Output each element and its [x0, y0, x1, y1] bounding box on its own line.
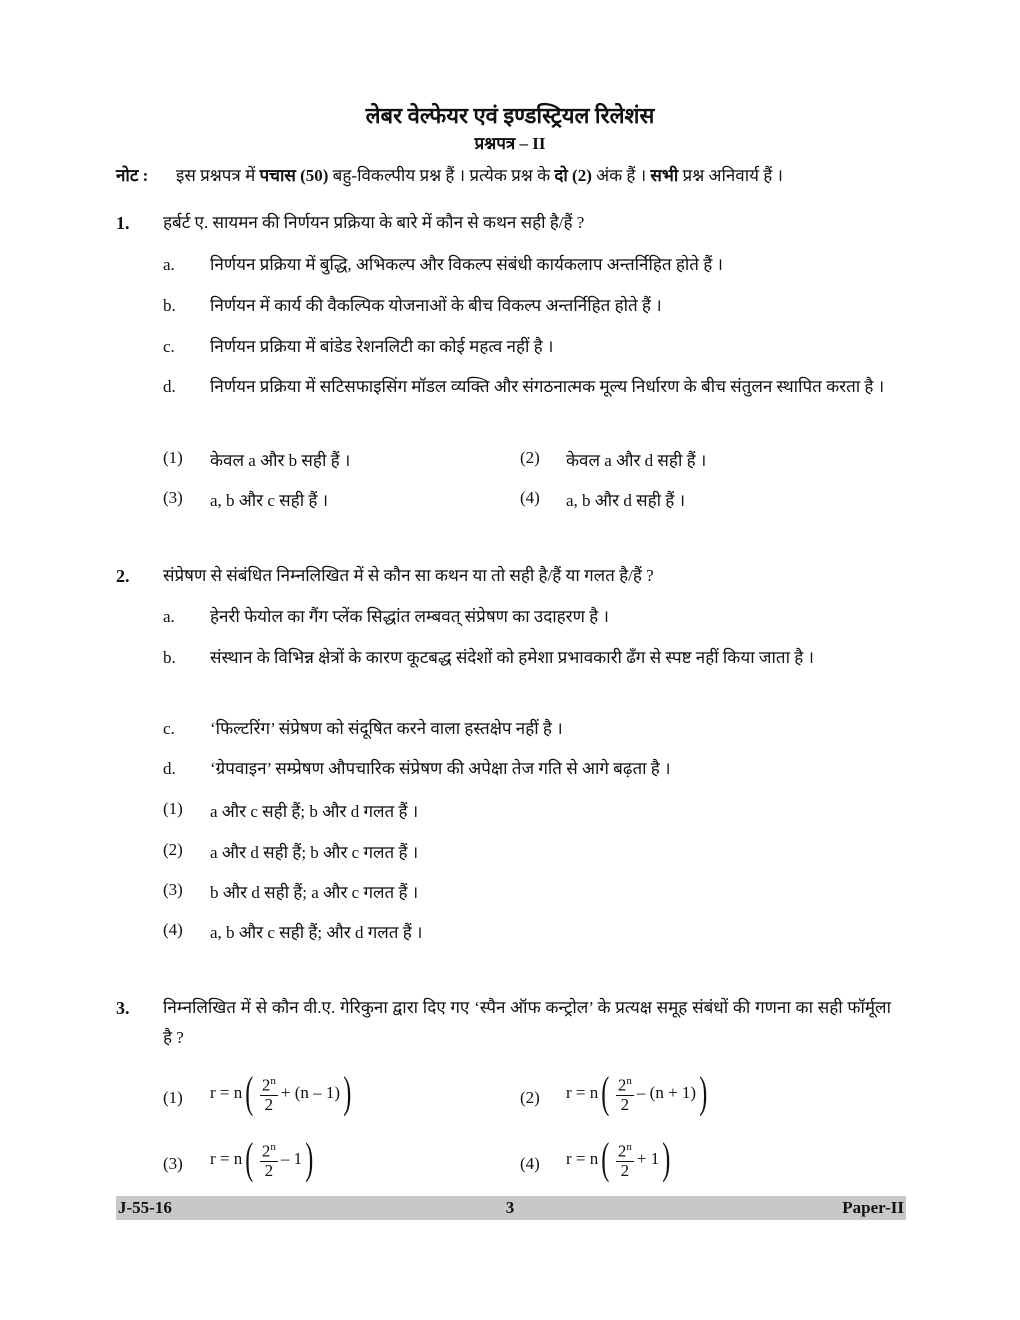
question-1-option[interactable]: a, b और c सही हैं । — [210, 491, 329, 510]
footer-page-number: 3 — [505, 1198, 515, 1217]
formula-fraction — [616, 1138, 634, 1180]
fraction-numerator — [616, 1072, 634, 1096]
formula-fraction — [616, 1072, 634, 1114]
question-3-option-formula[interactable] — [210, 1067, 355, 1117]
formula-prefix: r = n — [566, 1148, 599, 1168]
question-2-option[interactable]: a, b और c सही हैं; और d गलत हैं । — [210, 923, 423, 942]
note-text-part: प्रश्न अनिवार्य हैं । — [678, 166, 783, 185]
question-2-statement: हेनरी फेयोल का गैंग प्लेंक सिद्धांत लम्बवत् संप्रेषण का उदाहरण है । — [210, 607, 609, 626]
note-bold-marks: दो (2) — [554, 166, 592, 185]
question-2-statement: ‘फिल्टरिंग’ संप्रेषण को संदूषित करने वाला हस्तक्षेप नहीं है । — [210, 719, 563, 738]
left-paren: ( — [245, 1067, 254, 1117]
question-3-option-formula[interactable] — [210, 1133, 317, 1183]
note-text-part: इस प्रश्नपत्र में — [176, 166, 260, 185]
question-1-option-label: (4) — [520, 488, 540, 507]
question-2-statement-label: d. — [163, 759, 176, 778]
left-paren: ( — [245, 1133, 254, 1183]
question-1-statement-label: b. — [163, 296, 176, 315]
formula-prefix: r = n — [210, 1082, 243, 1102]
question-1-statement: निर्णयन प्रक्रिया में सटिसफाइसिंग मॉडल व्यक्ति और संगठनात्मक मूल्य निर्धारण के बीच संतुलन स्थापित करता है । — [210, 377, 885, 396]
formula-suffix: + 1 — [636, 1148, 660, 1168]
formula-suffix: + (n – 1) — [280, 1082, 341, 1102]
note-text-part: बहु-विकल्पीय प्रश्न हैं । प्रत्येक प्रश्न के — [328, 166, 555, 185]
formula-prefix: r = n — [210, 1148, 243, 1168]
footer-code: J-55-16 — [118, 1198, 172, 1217]
question-1-number: 1. — [116, 213, 130, 233]
fraction-denominator: 2 — [264, 1160, 274, 1180]
numerator-exponent: n — [270, 1141, 276, 1153]
right-paren: ) — [343, 1067, 352, 1117]
question-1-statement: निर्णयन में कार्य की वैकल्पिक योजनाओं के बीच विकल्प अन्तर्निहित होते हैं । — [210, 296, 662, 315]
numerator-exponent: n — [626, 1141, 632, 1153]
right-paren: ) — [305, 1133, 314, 1183]
formula-fraction — [260, 1072, 278, 1114]
question-3-option-label: (4) — [520, 1154, 540, 1173]
numerator-base: 2 — [261, 1075, 271, 1095]
fraction-numerator — [260, 1138, 278, 1162]
question-3-option-formula[interactable] — [566, 1133, 674, 1183]
numerator-base: 2 — [261, 1141, 271, 1161]
question-1-option-label: (3) — [163, 488, 183, 507]
numerator-exponent: n — [626, 1075, 632, 1087]
footer-paper: Paper-II — [842, 1198, 904, 1217]
numerator-base: 2 — [617, 1141, 627, 1161]
question-3-number: 3. — [116, 998, 130, 1018]
question-3-option-formula[interactable] — [566, 1067, 711, 1117]
question-2-statement-label: b. — [163, 648, 176, 667]
note-bold-count: पचास (50) — [259, 166, 329, 185]
left-paren: ( — [601, 1133, 610, 1183]
question-3-option-label: (2) — [520, 1088, 540, 1107]
question-1-option-label: (2) — [520, 448, 540, 467]
question-2-option[interactable]: a और c सही हैं; b और d गलत हैं । — [210, 802, 419, 821]
question-1-statement-label: a. — [163, 255, 175, 274]
note-text — [176, 163, 783, 186]
question-2-text: संप्रेषण से संबंधित निम्नलिखित में से कौन सा कथन या तो सही है/हैं या गलत है/हैं ? — [163, 566, 654, 585]
fraction-denominator: 2 — [264, 1094, 274, 1114]
numerator-base: 2 — [617, 1075, 627, 1095]
formula-fraction — [260, 1138, 278, 1180]
right-paren: ) — [662, 1133, 671, 1183]
question-2-option-label: (3) — [163, 880, 183, 899]
paper-subtitle: प्रश्नपत्र – II — [474, 134, 546, 153]
question-1-statement-label: d. — [163, 377, 176, 396]
fraction-numerator — [260, 1072, 278, 1096]
note-bold-all: सभी — [650, 166, 679, 185]
question-2-statement: संस्थान के विभिन्न क्षेत्रों के कारण कूटबद्ध संदेशों को हमेशा प्रभावकारी ढँग से स्पष्ट नहीं किया जाता है । — [210, 648, 814, 667]
question-1-option[interactable]: केवल a और d सही हैं । — [566, 451, 707, 470]
left-paren: ( — [601, 1067, 610, 1117]
formula-suffix: – (n + 1) — [636, 1082, 697, 1102]
question-1-option[interactable]: केवल a और b सही हैं । — [210, 451, 351, 470]
right-paren: ) — [699, 1067, 708, 1117]
note-label: नोट : — [116, 166, 149, 185]
note-text-part: अंक हैं । — [591, 166, 651, 185]
document-title: लेबर वेल्फेयर एवं इण्डस्ट्रियल रिलेशंस — [365, 103, 655, 128]
question-2-statement: ‘ग्रेपवाइन’ सम्प्रेषण औपचारिक संप्रेषण की अपेक्षा तेज गति से आगे बढ़ता है । — [210, 759, 671, 778]
question-1-statement-label: c. — [163, 337, 175, 356]
question-2-option-label: (2) — [163, 840, 183, 859]
question-2-option-label: (4) — [163, 920, 183, 939]
question-1-statement: निर्णयन प्रक्रिया में बांडेड रेशनलिटी का कोई महत्व नहीं है । — [210, 337, 554, 356]
question-2-number: 2. — [116, 566, 130, 586]
fraction-denominator: 2 — [620, 1160, 630, 1180]
fraction-numerator — [616, 1138, 634, 1162]
formula-suffix: – 1 — [280, 1148, 303, 1168]
numerator-exponent: n — [270, 1075, 276, 1087]
question-2-statement-label: a. — [163, 607, 175, 626]
question-1-option-label: (1) — [163, 448, 183, 467]
question-2-option[interactable]: b और d सही हैं; a और c गलत हैं । — [210, 883, 419, 902]
fraction-denominator: 2 — [620, 1094, 630, 1114]
question-2-statement-label: c. — [163, 719, 175, 738]
question-1-text: हर्बर्ट ए. सायमन की निर्णयन प्रक्रिया के बारे में कौन से कथन सही है/हैं ? — [163, 213, 585, 232]
question-2-option[interactable]: a और d सही हैं; b और c गलत हैं । — [210, 843, 419, 862]
question-3-text: निम्नलिखित में से कौन वी.ए. गेरिकुना द्वारा दिए गए ‘स्पैन ऑफ कन्ट्रोल’ के प्रत्यक्ष समूह संबंधों की गणना का सही फॉर्मूला है ? — [163, 998, 891, 1047]
question-1-statement: निर्णयन प्रक्रिया में बुद्धि, अभिकल्प और विकल्प संबंधी कार्यकलाप अन्तर्निहित होते हैं । — [210, 255, 723, 274]
question-1-option[interactable]: a, b और d सही हैं । — [566, 491, 686, 510]
question-2-option-label: (1) — [163, 799, 183, 818]
question-3-option-label: (1) — [163, 1088, 183, 1107]
question-3-option-label: (3) — [163, 1154, 183, 1173]
formula-prefix: r = n — [566, 1082, 599, 1102]
